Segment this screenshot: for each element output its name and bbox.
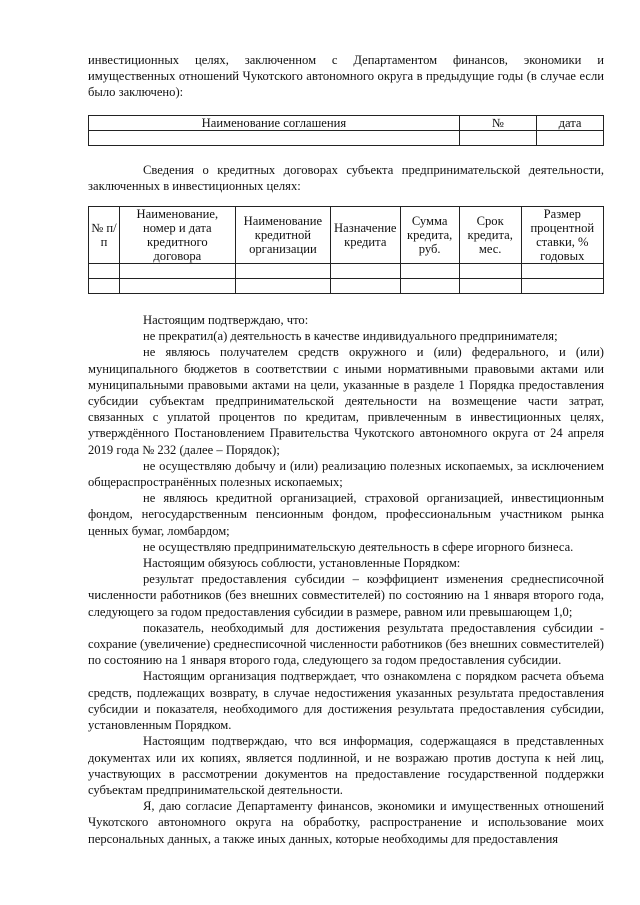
table-cell[interactable]	[459, 264, 521, 279]
table-cell[interactable]	[521, 264, 603, 279]
table-cell[interactable]	[235, 279, 330, 294]
table-cell[interactable]	[119, 264, 235, 279]
body-paragraph: Настоящим организация подтверждает, что ознакомлена с порядком расчета объема средств, подлежащих возврату, в случае недостижения указанных результата предоставления субсидии и показателя, необходимого для достижения результата предоставления субсидии, установленным Порядком.	[88, 669, 604, 733]
credit-table-header	[89, 207, 604, 264]
body-paragraph: не осуществляю добычу и (или) реализацию полезных ископаемых, за исключением общераспространённых полезных ископаемых;	[88, 458, 604, 490]
table-cell[interactable]	[331, 264, 401, 279]
header-number: №	[459, 115, 536, 130]
table-cell[interactable]	[235, 264, 330, 279]
body-paragraph: не являюсь кредитной организацией, страховой организацией, инвестиционным фондом, негосударственным пенсионным фондом, профессиональным участником рынка ценных бумаг, ломбардом;	[88, 491, 604, 538]
body-paragraph: Настоящим обязуюсь соблюсти, установленные Порядком:	[143, 556, 461, 571]
body-paragraph: не прекратил(а) деятельность в качестве индивидуального предпринимателя;	[143, 329, 558, 344]
header-rate: Размер процентной ставки, % годовых	[521, 207, 603, 264]
credit-table	[88, 206, 604, 294]
header-contract: Наименование, номер и дата кредитного договора	[119, 207, 235, 264]
header-term: Срок кредита, мес.	[459, 207, 521, 264]
table-cell[interactable]	[89, 130, 460, 145]
body-paragraph: Я, даю согласие Департаменту финансов, экономики и имущественных отношений Чукотского автономного округа на обработку, распространение и использование моих персональных данных, а также иных данных, которые необходимы для предоставления	[88, 799, 604, 846]
header-date: дата	[537, 115, 604, 130]
table-cell[interactable]	[459, 130, 536, 145]
table-cell[interactable]	[89, 279, 120, 294]
body-paragraph: Настоящим подтверждаю, что:	[143, 313, 309, 328]
table-cell[interactable]	[459, 279, 521, 294]
table-cell[interactable]	[537, 130, 604, 145]
table-cell[interactable]	[331, 279, 401, 294]
table-row	[89, 264, 604, 279]
header-row-number: № п/п	[89, 207, 120, 264]
credit-heading: Сведения о кредитных договорах субъекта предпринимательской деятельности, заключенных в инвестиционных целях:	[88, 162, 604, 193]
header-amount: Сумма кредита, руб.	[400, 207, 459, 264]
table-cell[interactable]	[400, 264, 459, 279]
table-cell[interactable]	[400, 279, 459, 294]
table-row	[89, 279, 604, 294]
body-paragraph: не осуществляю предпринимательскую деятельность в сфере игорного бизнеса.	[143, 539, 574, 554]
document-page	[88, 52, 604, 847]
body-paragraph: не являюсь получателем средств окружного и (или) федерального, и (или) муниципального бюджетов в соответствии с иными нормативными правовыми актами или муниципальными правовыми актами на цели, указанные в разделе 1 Порядка предоставления субсидии субъектам предпринимательской деятельности на возмещение части затрат, связанных с уплатой процентов по кредитам, привлеченным в инвестиционных целях, утверждённого Постановлением Правительства Чукотского автономного округа от 24 апреля 2019 года № 232 (далее – Порядок);	[88, 345, 604, 457]
intro-paragraph: инвестиционных целях, заключенном с Департаментом финансов, экономики и имущественных отношений Чукотского автономного округа в предыдущие годы (в случае если было заключено):	[88, 53, 604, 100]
table-row	[89, 130, 604, 145]
table-cell[interactable]	[89, 264, 120, 279]
body-paragraph: показатель, необходимый для достижения результата предоставления субсидии - сохрание (увеличение) среднесписочной численности работников (без внешних совместителей) по состоянию на 1 января второго года, следующего за годом предоставления субсидии.	[88, 620, 604, 668]
table-cell[interactable]	[521, 279, 603, 294]
agreement-table-header	[89, 115, 604, 130]
header-bank: Наименование кредитной организации	[235, 207, 330, 264]
table-cell[interactable]	[119, 279, 235, 294]
body-paragraph: результат предоставления субсидии – коэффициент изменения среднесписочной численности работников (без внешних совместителей) по состоянию на 1 января второго года, следующего за годом предоставления субсидии в размере, равном или превышающем 1,0;	[88, 572, 604, 619]
body-paragraph: Настоящим подтверждаю, что вся информация, содержащаяся в представленных документах или их копиях, является подлинной, и не возражаю против доступа к ней лиц, участвующих в рассмотрении документов на предоставление государственной поддержки субъектам предпринимательской деятельности.	[88, 734, 604, 797]
header-agreement-name: Наименование соглашения	[89, 115, 460, 130]
header-purpose: Назначение кредита	[331, 207, 401, 264]
agreement-table	[88, 115, 604, 146]
